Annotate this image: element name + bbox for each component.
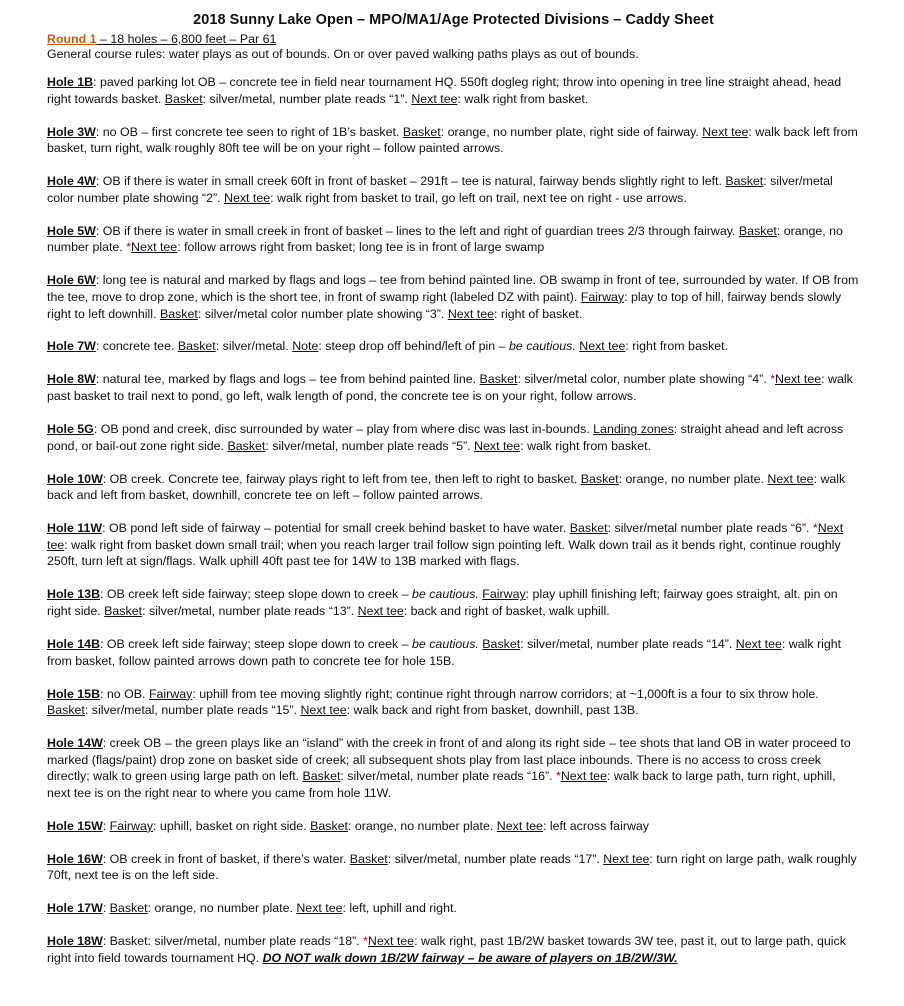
hole-text: : turn right on large path, walk roughly 70ft, next tee is on the left side. [47,851,857,883]
hole-18w [47,933,860,966]
hole-text: : orange, no number plate. [347,818,497,833]
hole-text: : left, uphill and right. [342,901,457,916]
hole-15w [47,818,860,835]
hole-text: : silver/metal number plate reads “6”. [607,521,813,536]
caution-text: be cautious. [412,636,479,651]
hole-name: Hole 15W [47,818,103,833]
caution-text: be cautious. [412,587,479,602]
hole-text: : silver/metal, number plate reads “5”. [265,438,475,453]
field-label: Next tee [579,339,626,354]
field-label: Next tee [474,438,521,453]
field-label: Landing zones [593,422,674,437]
field-label: Next tee [447,306,494,321]
asterisk-mark: * [363,934,368,949]
field-label: Next tee [296,901,343,916]
hole-text: : walk right, past 1B/2W basket towards 3W tee, past it, out to large path, quick right into field towards tournament HQ. [47,934,846,966]
hole-text: : silver/metal. [215,339,293,354]
hole-text: : play to top of hill, fairway bends slowly right to left downhill. [47,289,842,321]
hole-text: : walk back to large path, turn right, uphill, next tee is on the right near to where you came from hole 11W. [47,769,836,800]
field-label: Next tee [411,91,458,106]
field-label: Next tee [496,818,543,833]
field-label: Basket [302,769,341,784]
hole-name: Hole 10W [47,471,103,486]
hole-11w [47,520,860,570]
field-label: Next tee [357,603,404,618]
hole-text: : silver/metal color number plate showing “3”. [197,306,448,321]
hole-text: : orange, no number plate. [618,471,768,486]
hole-name: Hole 18W [47,934,103,949]
hole-name: Hole 1B [47,75,94,89]
hole-name: Hole 5W [47,223,96,238]
hole-1b [47,74,860,107]
hole-text: : OB if there is water in small creek in front of basket – lines to the left and right of guardian trees 2/3 through fairway. [95,223,739,238]
hole-4w [47,173,860,206]
field-label: Next tee [300,703,347,718]
hole-17w [47,900,860,917]
hole-name: Hole 17W [47,901,103,916]
field-label: Next tee [735,636,782,651]
hole-name: Hole 15B [47,686,101,701]
hole-text: : back and right of basket, walk uphill. [403,603,610,618]
hole-name: Hole 8W [47,372,96,387]
field-label: Next tee [131,240,178,255]
field-label: Fairway [482,587,526,602]
field-label: Next tee [767,471,814,486]
field-label: Basket [159,306,198,321]
hole-name: Hole 13B [47,587,101,602]
hole-text: : right of basket. [493,306,583,321]
asterisk-mark: * [555,769,561,784]
hole-text: : play uphill finishing left; fairway goes straight, alt. pin on right side. [47,587,838,618]
hole-text: : uphill, basket on right side. [153,818,311,833]
hole-text: : uphill from tee moving slightly right; continue right through narrow corridors; at ~1,000ft is a four to six throw hole. [192,686,819,701]
hole-text: : silver/metal, number plate reads “1”. [202,91,412,106]
field-label: Basket [580,471,619,486]
field-label: Next tee [702,124,749,139]
field-label: Basket [104,603,143,618]
hole-text: : silver/metal color, number plate showing “4”. [517,372,771,387]
hole-name: Hole 14W [47,736,103,751]
hole-text: : OB if there is water in small creek 60ft in front of basket – 291ft – tee is natural, fairway bends slightly right to left. [95,174,726,189]
hole-text: : Basket: silver/metal, number plate reads “18”. [102,934,364,949]
hole-name: Hole 16W [47,851,103,866]
field-label: Next tee [224,190,271,205]
field-label: Basket [47,703,85,718]
field-label: Basket [402,124,441,139]
asterisk-mark: * [770,372,776,387]
hole-text: : orange, no number plate. [147,901,297,916]
field-label: Note [292,339,319,354]
hole-text: : left across fairway [542,818,649,833]
hole-text: : walk past basket to trail next to pond, go left, walk length of pond, the concrete tee is on your right, follow arrows. [47,372,853,404]
hole-text: : paved parking lot OB – concrete tee in field near tournament HQ. 550ft dogleg right; throw into opening in tree line straight ahead, head right towards basket. [47,75,842,106]
hole-3w [47,124,860,157]
hole-7w [47,338,860,355]
asterisk-mark: * [126,240,132,255]
hole-text: : silver/metal, number plate reads “15”. [84,703,301,718]
field-label: Fairway [580,289,625,304]
caution-text: be cautious. [508,339,576,354]
hole-text: : walk right from basket down small trail; when you reach larger trail follow sign pointing left. Walk down trail as it bends right, continue roughly 250ft, turn left at sign/flags. Walk uphill 40ft past tee for 14W to 13B marked with flags. [47,537,841,569]
round-label: Round 1 [47,32,97,46]
hole-name: Hole 6W [47,273,96,288]
warning-text: DO NOT walk down 1B/2W fairway – be aware of players on 1B/2W/3W. [262,951,678,966]
hole-name: Hole 4W [47,174,96,189]
hole-text: : long tee is natural and marked by flags and logs – tee from behind painted line. OB swamp in front of tee, surrounded by water. If OB from the tee, move to drop zone, which is the short tee, in front of swamp right (labeled DZ with paint). [47,273,859,304]
hole-8w [47,371,860,404]
field-label: Fairway [109,818,154,833]
field-label: Next tee [367,934,415,949]
asterisk-mark: * [812,521,818,536]
hole-text: : walk right from basket. [457,91,589,106]
hole-6w [47,272,860,322]
field-label: Basket [482,636,521,651]
hole-5g [47,421,860,454]
field-label: Next tee [560,769,607,784]
hole-text: : silver/metal color number plate showing “2”. [47,174,833,205]
field-label: Basket [164,91,203,106]
hole-10w [47,471,860,504]
hole-5w [47,223,860,256]
hole-text: : right from basket. [625,339,729,354]
field-label: Next tee [47,521,844,552]
hole-text: : creek OB – the green plays like an “island” with the creek in front of and along its right side – tee shots that land OB in water proceed to marked (flags/paint) drop zone on basket side of creek; all subsequent shots play from last place inbounds. There is no access to cross creek directly; walk to green using large path on left. [47,736,851,784]
hole-text: : walk right from basket. [520,438,652,453]
hole-name: Hole 3W [47,124,96,139]
hole-16w [47,851,860,884]
hole-text: : [102,901,110,916]
holes-list [47,74,860,967]
round-line [47,32,860,47]
hole-text: : OB creek. Concrete tee, fairway plays right to left from tee, then left to right to basket. [102,471,581,486]
hole-text: : no OB – first concrete tee seen to right of 1B’s basket. [95,124,403,139]
hole-text: : silver/metal, number plate reads “14”. [520,636,736,651]
field-label: Basket [569,521,608,536]
hole-text: : walk right from basket to trail, go left on trail, next tee on right - use arrows. [270,190,687,205]
hole-text: : follow arrows right from basket; long tee is in front of large swamp [177,240,545,255]
round-details: – 18 holes – 6,800 feet – Par 61 [96,32,277,46]
hole-text: : [102,818,110,833]
field-label: Next tee [603,851,650,866]
hole-name: Hole 11W [47,521,103,536]
hole-text: : walk right from basket, follow painted arrows down path to concrete tee for hole 15B. [47,636,842,668]
hole-text: : walk back and right from basket, downhill, past 13B. [346,703,639,718]
field-label: Basket [725,174,764,189]
hole-text: : orange, no number plate, right side of fairway. [440,124,703,139]
hole-15b [47,686,860,719]
hole-text: : walk back and left from basket, downhill, concrete tee on left – follow painted arrows. [47,471,846,503]
hole-name: Hole 14B [47,636,101,651]
field-label: Basket [738,223,777,238]
hole-text: : OB pond and creek, disc surrounded by water – play from where disc was last in-bounds. [93,422,594,437]
page-title: 2018 Sunny Lake Open – MPO/MA1/Age Protected Divisions – Caddy Sheet [193,12,714,28]
field-label: Basket [109,901,148,916]
hole-text: : orange, no number plate. [47,223,843,255]
field-label: Basket [479,372,518,387]
hole-text: : silver/metal, number plate reads “17”. [387,851,604,866]
field-label: Basket [177,339,216,354]
hole-name: Hole 7W [47,339,96,354]
hole-13b [47,586,860,619]
hole-text: : OB pond left side of fairway – potential for small creek behind basket to have water. [102,521,570,536]
hole-14w [47,735,860,801]
hole-text: : straight ahead and left across pond, or bail-out zone right side. [47,422,844,453]
hole-14b [47,636,860,669]
hole-text: : OB creek in front of basket, if there’s water. [102,851,350,866]
general-rules: General course rules: water plays as out of bounds. On or over paved walking paths plays as out of bounds. [47,47,639,61]
hole-text: : natural tee, marked by flags and logs – tee from behind painted line. [95,372,480,387]
field-label: Basket [310,818,348,833]
hole-text: : steep drop off behind/left of pin – [318,339,509,354]
hole-text: : OB creek left side fairway; steep slope down to creek – [100,587,413,602]
hole-text: : OB creek left side fairway; steep slope down to creek – [100,636,413,651]
hole-text: : concrete tee. [95,339,178,354]
field-label: Basket [349,851,388,866]
hole-text: : walk back left from basket, turn right, walk roughly 80ft tee will be on your right – follow painted arrows. [47,124,858,156]
hole-text: : silver/metal, number plate reads “13”. [142,603,358,618]
hole-text: : silver/metal, number plate reads “16”. [340,769,556,784]
hole-text: : no OB. [100,686,149,701]
field-label: Fairway [148,686,193,701]
field-label: Basket [227,438,266,453]
hole-name: Hole 5G [47,422,94,437]
field-label: Next tee [775,372,822,387]
